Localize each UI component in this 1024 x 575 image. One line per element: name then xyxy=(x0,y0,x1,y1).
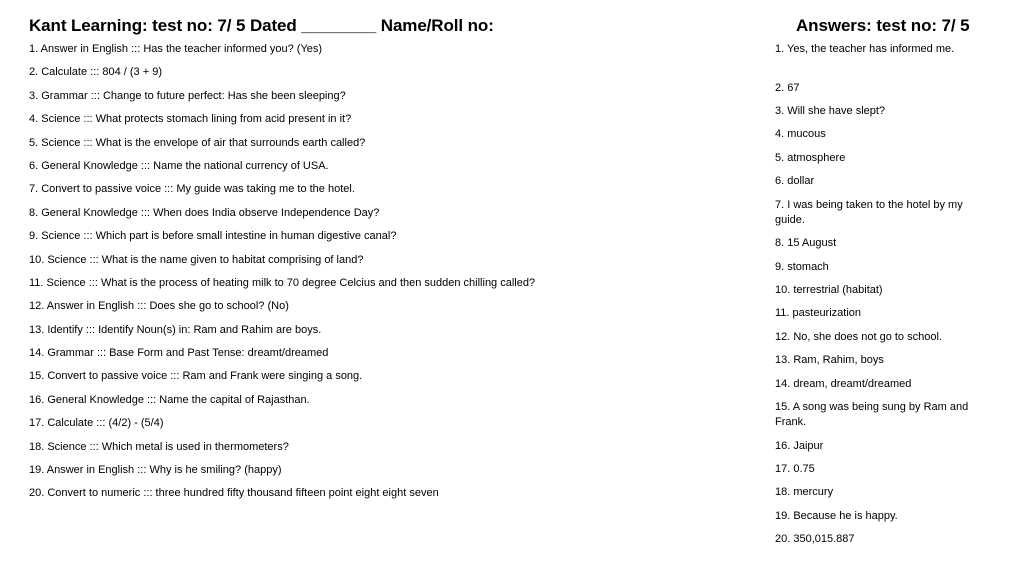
answer-item: 17. 0.75 xyxy=(775,462,815,475)
answer-item: 5. atmosphere xyxy=(775,151,846,164)
answer-item: 20. 350,015.887 xyxy=(775,533,855,546)
answer-item: 19. Because he is happy. xyxy=(775,509,898,522)
question-item: 7. Convert to passive voice ::: My guide was taking me to the hotel. xyxy=(29,183,355,196)
answer-item: 15. A song was being sung by Ram and Frank. xyxy=(775,400,969,429)
question-item: 13. Identify ::: Identify Noun(s) in: Ram and Rahim are boys. xyxy=(29,323,322,336)
question-item: 10. Science ::: What is the name given to habitat comprising of land? xyxy=(29,253,364,266)
answer-item: 9. stomach xyxy=(775,260,829,273)
answer-item: 14. dream, dreamt/dreamed xyxy=(775,377,912,390)
question-item: 16. General Knowledge ::: Name the capital of Rajasthan. xyxy=(29,393,310,406)
question-item: 19. Answer in English ::: Why is he smiling? (happy) xyxy=(29,464,282,477)
question-item: 5. Science ::: What is the envelope of air that surrounds earth called? xyxy=(29,136,366,149)
question-item: 15. Convert to passive voice ::: Ram and Frank were singing a song. xyxy=(29,370,363,383)
answer-item: 8. 15 August xyxy=(775,237,837,250)
question-item: 4. Science ::: What protects stomach lining from acid present in it? xyxy=(29,113,352,126)
question-item: 3. Grammar ::: Change to future perfect: Has she been sleeping? xyxy=(29,89,346,102)
answer-item: 3. Will she have slept? xyxy=(775,105,886,118)
answer-item: 13. Ram, Rahim, boys xyxy=(775,354,884,367)
answer-item: 6. dollar xyxy=(775,175,815,188)
answer-item: 12. No, she does not go to school. xyxy=(775,330,942,343)
worksheet-title: Kant Learning: test no: 7/ 5 Dated ________ Name/Roll no: xyxy=(29,16,494,35)
question-item: 9. Science ::: Which part is before small intestine in human digestive canal? xyxy=(29,230,397,243)
answer-item: 18. mercury xyxy=(775,486,834,499)
question-item: 6. General Knowledge ::: Name the national currency of USA. xyxy=(29,159,329,172)
question-item: 18. Science ::: Which metal is used in thermometers? xyxy=(29,440,289,453)
answer-item: 4. mucous xyxy=(775,128,826,141)
answer-item: 7. I was being taken to the hotel by my guide. xyxy=(775,198,963,226)
answer-item: 1. Yes, the teacher has informed me. xyxy=(775,43,955,55)
question-list xyxy=(29,42,749,510)
question-item: 20. Convert to numeric ::: three hundred fifty thousand fifteen point eight eight seven xyxy=(29,487,439,500)
question-item: 1. Answer in English ::: Has the teacher informed you? (Yes) xyxy=(29,43,323,55)
answer-item: 16. Jaipur xyxy=(775,439,824,452)
answer-item: 10. terrestrial (habitat) xyxy=(775,284,883,297)
answers-title: Answers: test no: 7/ 5 xyxy=(796,16,970,35)
question-item: 12. Answer in English ::: Does she go to school? (No) xyxy=(29,300,289,313)
answer-item: 11. pasteurization xyxy=(775,307,862,320)
answer-list xyxy=(775,42,975,556)
answer-item: 2. 67 xyxy=(775,81,800,94)
question-item: 2. Calculate ::: 804 / (3 + 9) xyxy=(29,66,162,79)
question-item: 11. Science ::: What is the process of heating milk to 70 degree Celcius and then sudden chilling called? xyxy=(29,276,536,289)
question-item: 17. Calculate ::: (4/2) - (5/4) xyxy=(29,417,164,430)
question-item: 14. Grammar ::: Base Form and Past Tense: dreamt/dreamed xyxy=(29,347,329,360)
question-item: 8. General Knowledge ::: When does India observe Independence Day? xyxy=(29,206,380,219)
